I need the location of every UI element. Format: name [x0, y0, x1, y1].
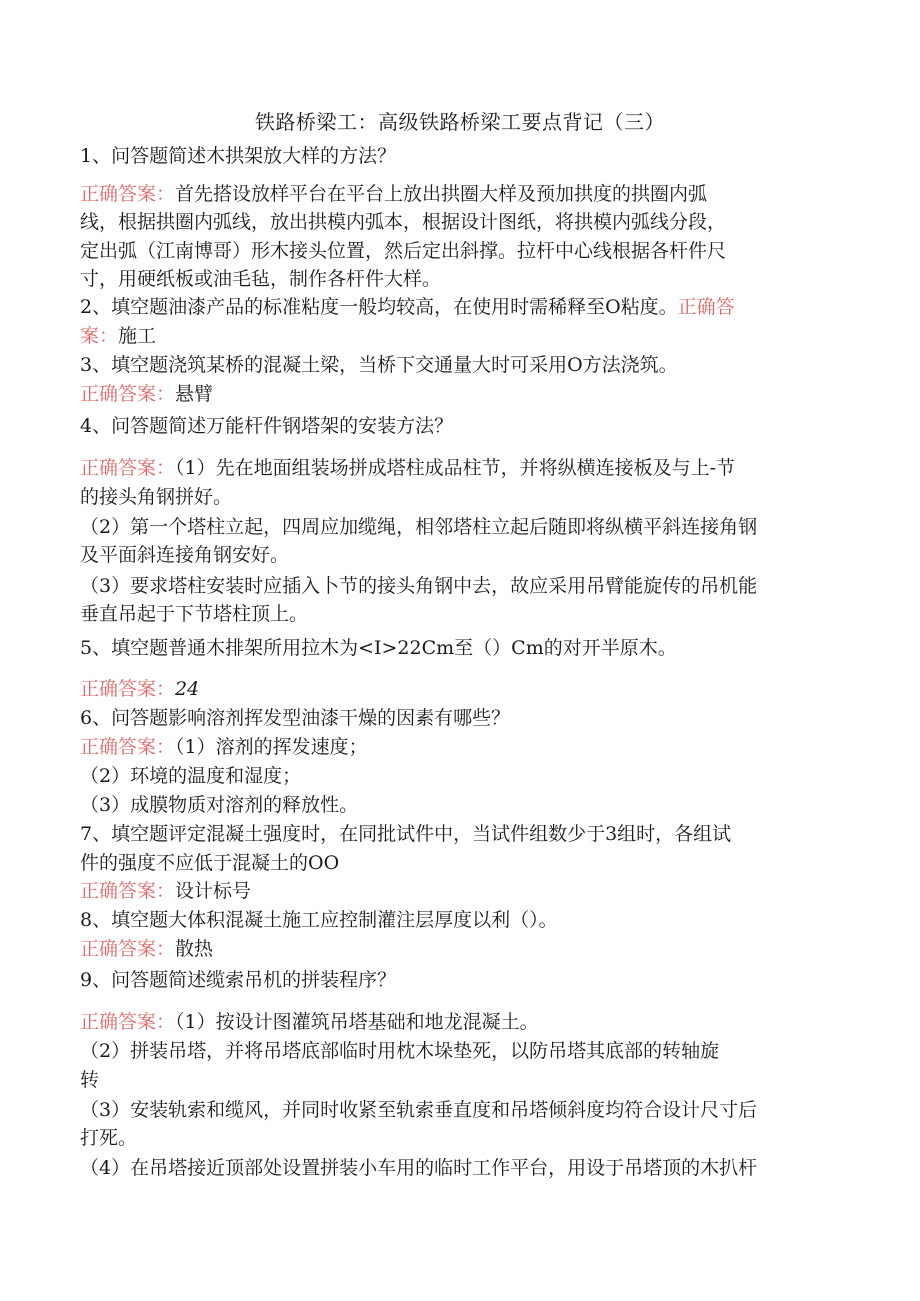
- answer-1-line-1: 正确答案：首先搭设放样平台在平台上放出拱圈大样及预加拱度的拱圈内弧: [80, 183, 708, 205]
- answer-label: 正确答案：: [80, 457, 176, 479]
- question-7-line-2: 件的强度不应低于混凝土的OO: [80, 852, 340, 874]
- answer-9-line-5: 打死。: [80, 1127, 138, 1149]
- answer-2: 案：施工: [80, 325, 157, 347]
- answer-4-line-1: 正确答案：（1）先在地面组装场拼成塔柱成品柱节，并将纵横连接板及与上-节: [80, 457, 736, 479]
- question-2: 2、填空题油漆产品的标准粘度一般均较高，在使用时需稀释至O粘度。正确答: [80, 296, 735, 318]
- answer-7: 正确答案：设计标号: [80, 880, 252, 902]
- answer-9-line-1: 正确答案：（1）按设计图灌筑吊塔基础和地龙混凝土。: [80, 1011, 539, 1033]
- answer-6-line-3: （3）成膜物质对溶剂的释放性。: [80, 794, 359, 816]
- answer-9-line-4: （3）安装轨索和缆风，并同时收紧至轨索垂直度和吊塔倾斜度均符合设计尺寸后: [80, 1099, 758, 1121]
- document-title: 铁路桥梁工：高级铁路桥梁工要点背记（三）: [255, 110, 665, 134]
- answer-4-line-6: 垂直吊起于下节塔柱顶上。: [80, 603, 309, 625]
- answer-1-line-4: 寸，用硬纸板或油毛毡，制作各杆件大样。: [80, 268, 442, 290]
- answer-3: 正确答案：悬臂: [80, 383, 214, 405]
- answer-1-line-2: 线，根据拱圈内弧线，放出拱模内弧本，根据设计图纸，将拱模内弧线分段，: [80, 211, 727, 233]
- question-5: 5、填空题普通木排架所用拉木为<I>22Cm至（）Cm的对开半原木。: [80, 637, 677, 659]
- answer-6-line-2: （2）环境的温度和湿度；: [80, 765, 302, 787]
- answer-4-line-5: （3）要求塔柱安装时应插入卜节的接头角钢中去，故应采用吊臂能旋传的吊机能: [80, 575, 758, 597]
- answer-9-line-2: （2）拼装吊塔，并将吊塔底部临时用枕木垛垫死，以防吊塔其底部的转轴旋: [80, 1040, 720, 1062]
- answer-1-line-3: 定出弧（江南博哥）形木接头位置，然后定出斜撑。拉杆中心线根据各杆件尺: [80, 240, 727, 262]
- answer-label: 正确答案：: [80, 736, 176, 758]
- answer-4-line-2: 的接头角钢拼好。: [80, 486, 233, 508]
- answer-5: 正确答案：24: [80, 678, 200, 700]
- answer-label-part: 案：: [80, 325, 119, 347]
- question-4: 4、问答题简述万能杆件钢塔架的安装方法？: [80, 415, 454, 437]
- question-1: 1、问答题简述木拱架放大样的方法？: [80, 145, 397, 167]
- answer-label: 正确答案：: [80, 678, 176, 700]
- answer-label: 正确答案：: [80, 880, 176, 902]
- answer-4-line-4: 及平面斜连接角钢安好。: [80, 544, 290, 566]
- answer-8: 正确答案：散热: [80, 938, 214, 960]
- question-6: 6、问答题影响溶剂挥发型油漆干燥的因素有哪些？: [80, 707, 511, 729]
- answer-label: 正确答案：: [80, 183, 176, 205]
- answer-label: 正确答案：: [80, 938, 176, 960]
- question-8: 8、填空题大体积混凝土施工应控制灌注层厚度以利（）。: [80, 909, 558, 931]
- answer-6-line-1: 正确答案：（1）溶剂的挥发速度；: [80, 736, 368, 758]
- answer-9-line-3: 转: [80, 1069, 100, 1091]
- question-9: 9、问答题简述缆索吊机的拼装程序？: [80, 969, 397, 991]
- question-3: 3、填空题浇筑某桥的混凝土梁，当桥下交通量大时可采用O方法浇筑。: [80, 354, 678, 376]
- answer-4-line-3: （2）第一个塔柱立起，四周应加缆绳，相邻塔柱立起后随即将纵横平斜连接角钢: [80, 516, 758, 538]
- answer-label: 正确答案：: [80, 1011, 176, 1033]
- answer-label-part: 正确答: [677, 296, 735, 318]
- answer-9-line-6: （4）在吊塔接近顶部处设置拼装小车用的临时工作平台，用设于吊塔顶的木扒杆: [80, 1157, 758, 1179]
- answer-label: 正确答案：: [80, 383, 176, 405]
- question-7-line-1: 7、填空题评定混凝土强度时，在同批试件中，当试件组数少于3组时，各组试: [80, 823, 732, 845]
